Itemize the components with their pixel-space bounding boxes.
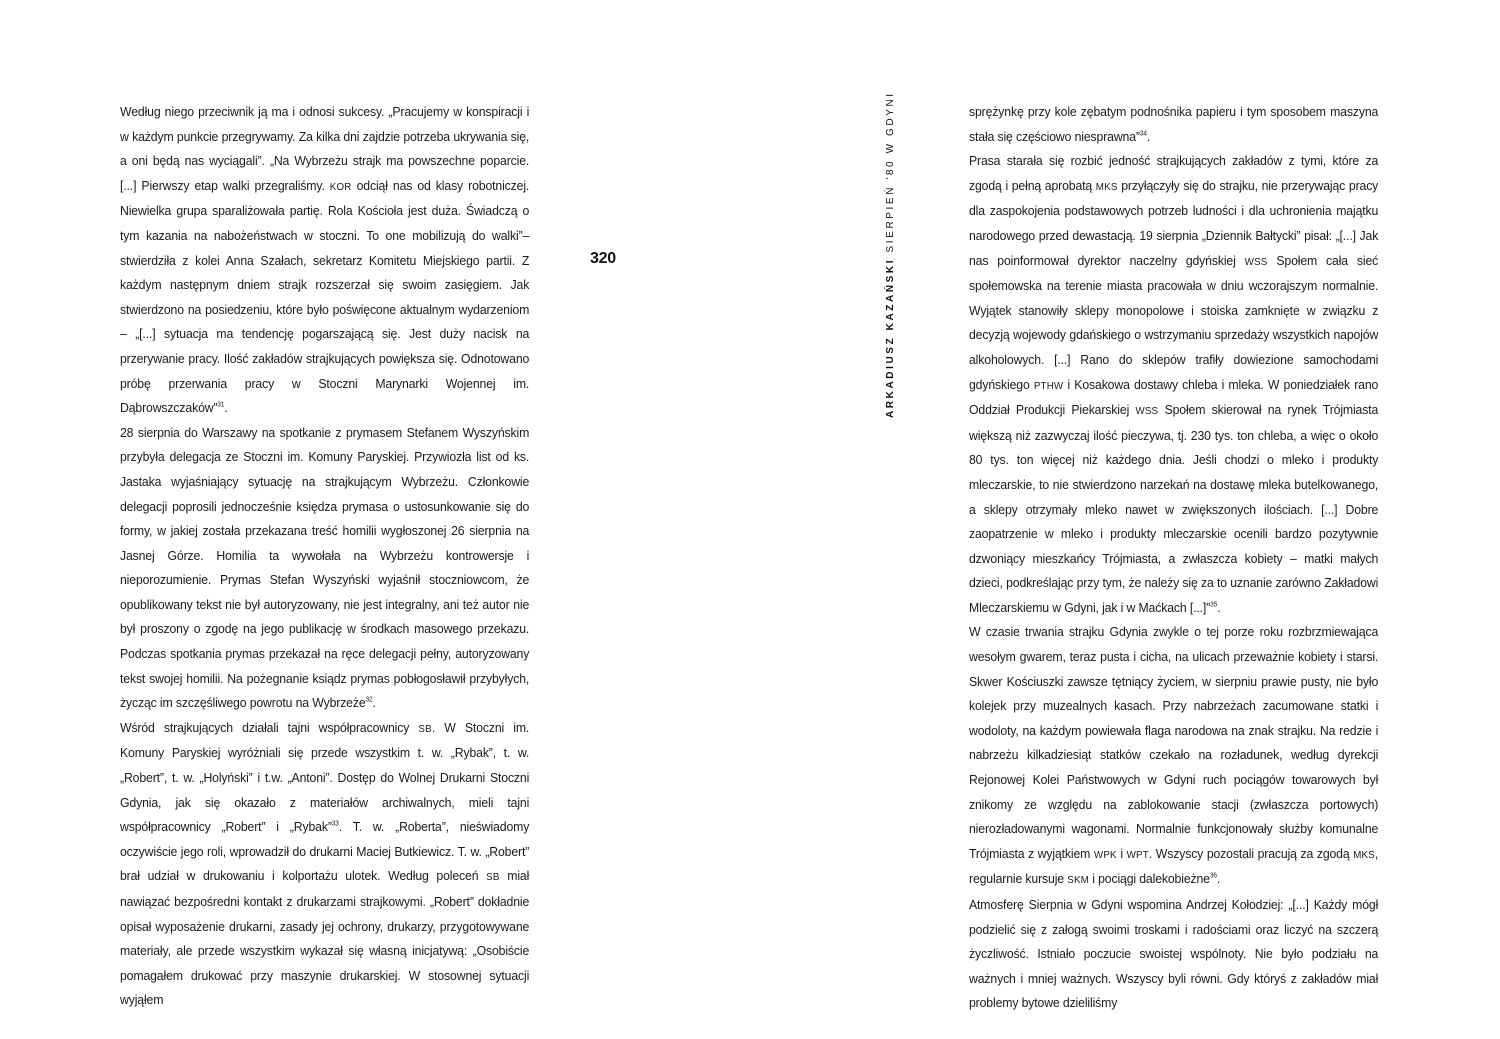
abbreviation: PTHW xyxy=(1033,379,1064,392)
text-run: miał nawiązać bezpośredni kontakt z drukarzami strajkowymi. „Robert” dokładnie opisał wyposażenie drukarni, zasady jej ochrony, drukarzy, przygotowywane materiały, ale przede wszystkim wykazał się własną inicjatywą: „Osobiście pomagałem drukować przy maszynie drukarskiej. W stosownej sytuacji wyjąłem xyxy=(120,868,530,1008)
text-run: , regularnie kursuje xyxy=(969,845,1379,887)
text-run: . xyxy=(372,695,376,711)
text-run: Społem cała sieć społemowska na terenie miasta pracowała w dniu wczorajszym normalnie. Wyjątek stanowiły sklepy monopolowe i stoiska zamknięte w związku z decyzją wojewody gdańskiego o wstrzymaniu sprzedaży wszystkich napojów alkoholowych. [...] Rano do sklepów trafiły dowiezione samochodami gdyńskiego xyxy=(969,252,1379,392)
text-run: . xyxy=(224,400,228,416)
text-run: . xyxy=(1217,599,1221,615)
abbreviation: WPT xyxy=(1126,848,1149,861)
paragraph xyxy=(120,716,529,1013)
text-run: . xyxy=(1216,871,1221,887)
text-run: . Wszyscy pozostali pracują za zgodą xyxy=(1148,845,1354,861)
abbreviation: MKS xyxy=(1353,848,1375,861)
left-page-text xyxy=(120,100,529,1013)
abbreviation: SB xyxy=(418,722,432,735)
text-run: Atmosferę Sierpnia w Gdyni wspomina Andrzej Kołodziej: „[...] Każdy mógł podzielić się z załogą swoimi troskami i radościami oraz liczyć na szczerą życzliwość. Istniało poczucie swoistej wspólnoty. Nie było podziału na ważnych i mniej ważnych. Wszyscy byli równi. Gdy któryś z zakładów miał problemy bytowe dzieliliśmy xyxy=(969,897,1379,1011)
text-run: Społem skierował na rynek Trójmiasta większą niż zazwyczaj ilość pieczywa, tj. 230 tys. ton chleba, a więc o około 80 tys. ton więcej niż każdego dnia. Jeśli chodzi o mleko i produkty mleczarskie, to nie stwierdzono narzekań na dostawę mleka butelkowanego, a sklepy otrzymały mleko nawet w zwiększonych ilościach. [...] Dobre zaopatrzenie w mleko i produkty mleczarskie ocenili bardzo pozytywnie dzwoniący mieszkańcy Trójmiasta, a zwłaszcza kobiety – matki małych dzieci, podkreślając przy tym, że należy się za to uznanie zarówno Zakładowi Mleczarskiemu w Gdyni, jak i w Maćkach [...]” xyxy=(969,402,1379,615)
paragraph xyxy=(120,421,529,716)
page-number: 320 xyxy=(590,250,616,267)
footnote-ref: 31 xyxy=(217,401,225,409)
abbreviation: KOR xyxy=(329,180,352,193)
text-run: 28 sierpnia do Warszawy na spotkanie z prymasem Stefanem Wyszyńskim przybyła delegacja ze Stoczni im. Komuny Paryskiej. Przywiozła list od ks. Jastaka wyjaśniający sytuację na strajkującym Wybrzeżu. Członkowie delegacji poprosili jednocześnie księdza prymasa o ustosunkowanie się do formy, w jakiej została przekazana treść homilii wygłoszonej 26 sierpnia na Jasnej Górze. Homilia ta wywołała na Wybrzeżu kontrowersje i nieporozumienie. Prymas Stefan Wyszyński wyjaśnił stoczniowcom, że opublikowany tekst nie był autoryzowany, nie jest integralny, ani też autor nie był proszony o zgodę na jego publikację w środkach masowego przekazu. Podczas spotkania prymas przekazał na ręce delegacji pełny, autoryzowany tekst swojej homilii. Na pożegnanie ksiądz prymas pobłogosławił przybyłych, życząc im szczęśliwego powrotu na Wybrzeże xyxy=(120,424,530,711)
footnote-ref: 35 xyxy=(1210,601,1218,609)
text-run: Wśród strajkujących działali tajni współpracownicy xyxy=(120,719,419,735)
text-run: odciął nas od klasy robotniczej. Niewielka grupa sparaliżowała partię. Rola Kościoła jest duża. Świadczą o tym kazania na nabożeństwach w stoczni. To one mobilizują do walki”– stwierdziła z kolei Anna Szałach, sekretarz Komitetu Miejskiego partii. Z każdym następnym dniem strajk rozszerzał się swoim zasięgiem. Jak stwierdzono na posiedzeniu, które było poświęcone aktualnym wydarzeniom – „[...] sytuacja ma tendencję pogarszającą się. Jest duży nacisk na przerywanie pracy. Ilość zakładów strajkujących powiększa się. Odnotowano próbę przerwania pracy w Stoczni Marynarki Wojennej im. Dąbrowszczaków” xyxy=(120,177,530,416)
text-run: sprężynkę przy kole zębatym podnośnika papieru i tym sposobem maszyna stała się częściowo niesprawna” xyxy=(969,104,1379,144)
right-page-text xyxy=(969,100,1378,1016)
paragraph xyxy=(969,620,1378,893)
paragraph xyxy=(969,893,1378,1016)
abbreviation: SKM xyxy=(1067,874,1089,887)
footnote-ref: 32 xyxy=(365,696,373,704)
text-run: Prasa starała się rozbić jedność strajkujących zakładów z tymi, które za zgodą i pełną aprobatą xyxy=(969,153,1379,193)
text-run: przyłączyły się do strajku, nie przerywając pracy dla zaspokojenia podstawowych potrzeb ludności i dla uchronienia majątku narodowego przed dewastacją. 19 sierpnia „Dziennik Bałtycki” pisał: „[...] Jak nas poinformował dyrektor naczelny gdyńskiej xyxy=(969,177,1379,268)
text-run: Według niego przeciwnik ją ma i odnosi sukcesy. „Pracujemy w konspiracji i w każdym punkcie przegrywamy. Za kilka dni zajdzie potrzeba ukrywania się, a oni będą nas wyciągali”. „Na Wybrzeżu strajk ma powszechne poparcie. [...] Pierwszy etap walki przegraliśmy. xyxy=(120,104,530,193)
paragraph xyxy=(969,149,1378,620)
footnote-ref: 33 xyxy=(331,820,339,828)
text-run: . W Stoczni im. Komuny Paryskiej wyróżniali się przede wszystkim t. w. „Rybak”, t. w. „Robert”, t. w. „Holyński” i t.w. „Antoni”. Dostęp do Wolnej Drukarni Stoczni Gdynia, jak się okazało z materiałów archiwalnych, mieli tajni współpracownicy „Robert” i „Rybak” xyxy=(120,719,530,835)
abbreviation: WPK xyxy=(1093,848,1117,861)
running-head-author: ARKADIUSZ KAZAŃSKI xyxy=(885,257,896,418)
text-run: . T. w. „Roberta”, nieświadomy oczywiście jego roli, wprowadził do drukarni Maciej Butkiewicz. T. w. „Robert” brał udział w drukowaniu i kolportażu ulotek. Według poleceń xyxy=(120,819,530,884)
running-head-title: SIERPIEŃ '80 W GDYNI xyxy=(885,91,896,253)
text-run: i xyxy=(1116,845,1127,861)
paragraph xyxy=(969,100,1378,149)
abbreviation: WSS xyxy=(1135,405,1159,418)
abbreviation: MKS xyxy=(1095,180,1118,193)
footnote-ref: 34 xyxy=(1139,130,1147,138)
text-run: i pociągi dalekobieżne xyxy=(1088,871,1210,887)
text-run: W czasie trwania strajku Gdynia zwykle o tej porze roku rozbrzmiewająca wesołym gwarem, teraz pusta i cicha, na ulicach przeważnie kobiety i starsi. Skwer Kościuszki zawsze tętniący życiem, w sierpniu prawie pusty, nie było kolejek przy muzealnych kasach. Przy nabrzeżach zacumowane statki i wodoloty, na każdym powiewała flaga narodowa na znak strajku. Na redzie i nabrzeżu kilkadziesiąt statków czekało na rozładunek, według dyrekcji Rejonowej Kolei Państwowych w Gdyni ruch pociągów towarowych był znikomy ze względu na zablokowanie stacji (zwłaszcza portowych) nierozładowanymi wagonami. Normalnie funkcjonowały służby komunalne Trójmiasta z wyjątkiem xyxy=(969,624,1379,861)
text-run: . xyxy=(1146,128,1151,144)
running-head xyxy=(885,91,896,418)
paragraph xyxy=(120,100,529,421)
footnote-ref: 36 xyxy=(1209,873,1217,881)
text-run: i Kosakowa dostawy chleba i mleka. W poniedziałek rano Oddział Produkcji Piekarskiej xyxy=(969,376,1379,418)
abbreviation: SB xyxy=(486,871,500,884)
abbreviation: WSS xyxy=(1244,255,1268,268)
